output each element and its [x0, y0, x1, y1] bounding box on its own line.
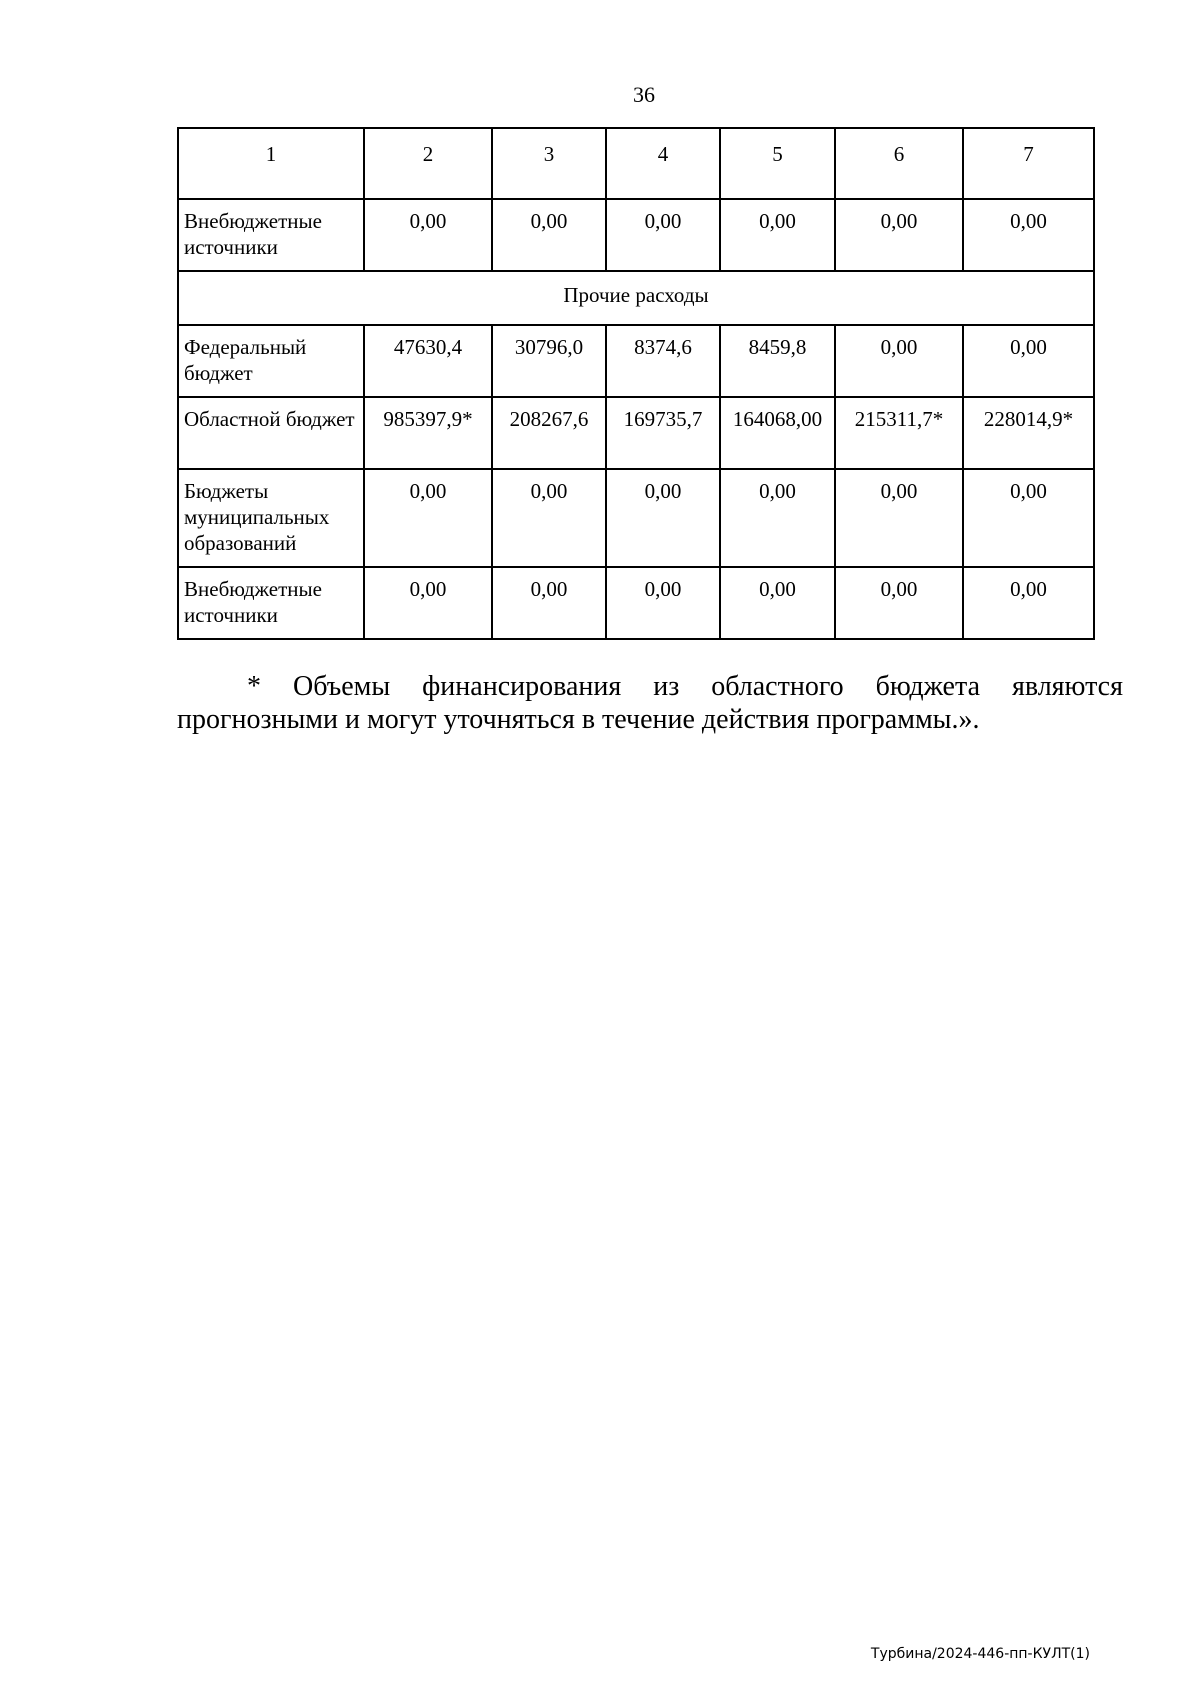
table-cell: 0,00 — [963, 567, 1094, 639]
table-cell: 164068,00 — [720, 397, 835, 469]
table-cell: 8374,6 — [606, 325, 720, 397]
row-label: Федеральный бюджет — [178, 325, 364, 397]
table-cell: 0,00 — [835, 567, 963, 639]
table-row — [178, 469, 1094, 567]
table-cell: 0,00 — [492, 469, 606, 567]
table-cell: 8459,8 — [720, 325, 835, 397]
table-cell: 0,00 — [835, 469, 963, 567]
table-cell: 215311,7* — [835, 397, 963, 469]
row-label: Областной бюджет — [178, 397, 364, 469]
table-cell: 169735,7 — [606, 397, 720, 469]
header-cell: 6 — [835, 128, 963, 199]
row-label: Внебюджетные источники — [178, 567, 364, 639]
table-cell: 0,00 — [364, 567, 492, 639]
table-cell: 0,00 — [364, 469, 492, 567]
table-cell: 0,00 — [492, 199, 606, 271]
table-cell: 0,00 — [963, 325, 1094, 397]
table-cell: 0,00 — [606, 567, 720, 639]
table-cell: 0,00 — [720, 567, 835, 639]
section-row — [178, 271, 1094, 325]
budget-table — [177, 127, 1095, 640]
table-cell: 0,00 — [835, 199, 963, 271]
table-cell: 208267,6 — [492, 397, 606, 469]
table-cell: 0,00 — [963, 469, 1094, 567]
table-header-row — [178, 128, 1094, 199]
table-cell: 0,00 — [963, 199, 1094, 271]
header-cell: 7 — [963, 128, 1094, 199]
document-code: Турбина/2024-446-пп-КУЛТ(1) — [870, 1646, 1090, 1662]
table-cell: 0,00 — [720, 199, 835, 271]
footnote-line-2: прогнозными и могут уточняться в течение действия программы.». — [177, 704, 980, 735]
row-label: Внебюджетные источники — [178, 199, 364, 271]
table-cell: 0,00 — [606, 199, 720, 271]
table-cell: 985397,9* — [364, 397, 492, 469]
row-label: Бюджеты муниципальных образований — [178, 469, 364, 567]
table-cell: 30796,0 — [492, 325, 606, 397]
table-row — [178, 567, 1094, 639]
footnote-line-1: * Объемы финансирования из областного бюджета являются — [247, 671, 1123, 702]
table-row — [178, 397, 1094, 469]
footnote — [177, 670, 1123, 736]
header-cell: 4 — [606, 128, 720, 199]
header-cell: 5 — [720, 128, 835, 199]
header-cell: 1 — [178, 128, 364, 199]
table-cell: 0,00 — [720, 469, 835, 567]
section-title: Прочие расходы — [178, 271, 1094, 325]
table-cell: 0,00 — [835, 325, 963, 397]
table-cell: 0,00 — [364, 199, 492, 271]
header-cell: 2 — [364, 128, 492, 199]
table-row — [178, 325, 1094, 397]
table-row — [178, 199, 1094, 271]
table-cell: 228014,9* — [963, 397, 1094, 469]
table-cell: 47630,4 — [364, 325, 492, 397]
table-cell: 0,00 — [492, 567, 606, 639]
page-number: 36 — [633, 82, 655, 107]
header-cell: 3 — [492, 128, 606, 199]
table-cell: 0,00 — [606, 469, 720, 567]
